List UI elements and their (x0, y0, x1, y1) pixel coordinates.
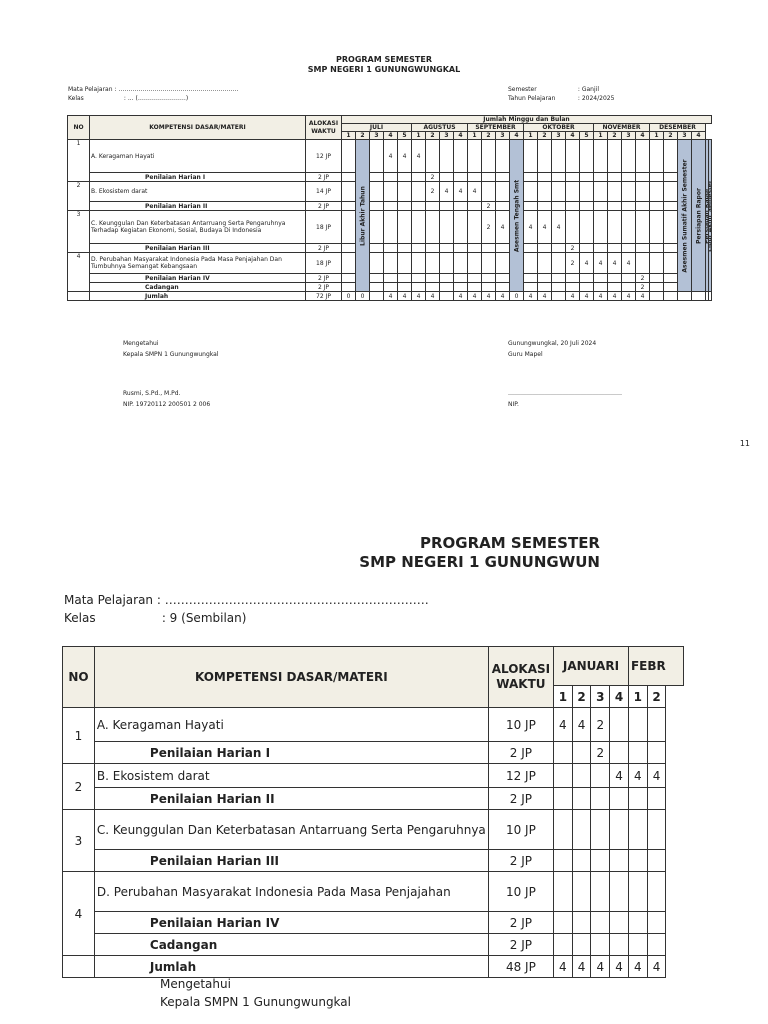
p2-row-number: 3 (63, 810, 95, 872)
page2-title-line2: SMP NEGERI 1 GUNUNGWUN (359, 553, 600, 571)
week-cell: 0 (342, 292, 356, 301)
week-cell: 2 (566, 253, 580, 274)
week-cell: 4 (412, 292, 426, 301)
p2-week-cell: 4 (554, 708, 573, 742)
p2-week-cell (572, 934, 591, 956)
p2-week-cell (572, 850, 591, 872)
materi-cell: A. Keragaman Hayati (90, 140, 306, 173)
p2-week-cell (628, 934, 647, 956)
row-number: 1 (68, 140, 90, 182)
week-cell: 2 (566, 244, 580, 253)
p2-table-row (63, 934, 684, 956)
week-cell: 4 (552, 211, 566, 244)
week-cell: 4 (468, 182, 482, 202)
col-no-header: NO (68, 116, 90, 140)
p2-materi-cell: A. Keragaman Hayati (94, 708, 488, 742)
p2-week-cell (554, 872, 573, 912)
p2-week-cell (610, 850, 629, 872)
week-header: 3 (496, 132, 510, 140)
materi-cell: Penilaian Harian I (90, 173, 306, 182)
materi-cell: D. Perubahan Masyarakat Indonesia Pada Masa Penjajahan Dan Tumbuhnya Semangat Kebangsaan (90, 253, 306, 274)
p2-week-cell (647, 810, 666, 850)
week-cell (692, 292, 706, 301)
p2-row-filler (666, 764, 684, 788)
p2-week-cell (591, 810, 610, 850)
p2-week-cell (647, 912, 666, 934)
p2-week-filler (666, 686, 684, 708)
week-header: 1 (650, 132, 664, 140)
p2-week-cell (554, 810, 573, 850)
week-cell: 4 (594, 292, 608, 301)
week-cell: 4 (468, 292, 482, 301)
week-header: 1 (594, 132, 608, 140)
week-cell: 4 (384, 140, 398, 173)
p2-week-cell (591, 934, 610, 956)
p2-materi-cell: Penilaian Harian II (94, 788, 488, 810)
week-cell: 0 (356, 292, 370, 301)
p2-week-cell (647, 708, 666, 742)
p2-week-cell (554, 850, 573, 872)
p2-table-row (63, 872, 684, 912)
p2-alokasi-cell: 10 JP (488, 810, 553, 850)
vertical-label: Asesmen Tengah Smt (513, 179, 520, 252)
p2-mapel-value: ………………………………………………………… (164, 593, 429, 607)
p2-materi-cell: D. Perubahan Masyarakat Indonesia Pada Masa Penjajahan (94, 872, 488, 912)
p2-week-cell (610, 742, 629, 764)
week-header: 5 (398, 132, 412, 140)
materi-cell: B. Ekosistem darat (90, 182, 306, 202)
p2-row-filler (666, 810, 684, 850)
week-cell: 4 (524, 292, 538, 301)
p2-week-cell (554, 764, 573, 788)
week-header: 3 (440, 132, 454, 140)
p2-row-filler (666, 708, 684, 742)
p2-week-header: 1 (628, 686, 647, 708)
vertical-label: Persiapan Rapor (695, 187, 702, 244)
p2-week-cell (591, 788, 610, 810)
p2-alokasi-cell: 2 JP (488, 788, 553, 810)
p2-week-cell (628, 708, 647, 742)
p2-week-cell: 4 (554, 956, 573, 978)
p2-week-cell (647, 850, 666, 872)
p2-week-cell: 4 (610, 956, 629, 978)
p2-week-cell (610, 708, 629, 742)
row-number: 3 (68, 211, 90, 253)
month-header: DESEMBER (650, 124, 706, 132)
p2-week-cell: 4 (591, 956, 610, 978)
p2-alokasi-cell: 2 JP (488, 912, 553, 934)
week-cell: 4 (580, 292, 594, 301)
p2-sig-1: Mengetahui (160, 977, 231, 991)
p2-week-cell (554, 742, 573, 764)
p2-col-no-header: NO (63, 647, 95, 708)
week-cell: 4 (608, 253, 622, 274)
week-header: 4 (454, 132, 468, 140)
p2-week-cell (628, 788, 647, 810)
p2-week-cell: 4 (628, 764, 647, 788)
p1-semester-value: : Ganjil (577, 86, 599, 93)
p2-alokasi-cell: 12 JP (488, 764, 553, 788)
p2-materi-cell: Penilaian Harian I (94, 742, 488, 764)
p2-kelas (64, 609, 246, 627)
p2-week-cell (572, 810, 591, 850)
week-cell: 4 (580, 253, 594, 274)
p2-week-cell (554, 788, 573, 810)
p2-week-cell (647, 934, 666, 956)
week-header: 1 (342, 132, 356, 140)
week-header: 2 (426, 132, 440, 140)
p2-week-cell (572, 872, 591, 912)
p2-week-cell: 4 (572, 956, 591, 978)
week-cell: 4 (622, 253, 636, 274)
p2-week-cell (647, 742, 666, 764)
materi-cell: Penilaian Harian IV (90, 274, 306, 283)
week-header: 4 (384, 132, 398, 140)
week-cell: 2 (482, 211, 496, 244)
p2-materi-cell: Jumlah (94, 956, 488, 978)
week-cell: 4 (608, 292, 622, 301)
week-cell: 2 (426, 173, 440, 182)
p2-kelas-value: : 9 (Sembilan) (161, 611, 247, 625)
week-header: 1 (468, 132, 482, 140)
p2-alokasi-line1: ALOKASI (491, 662, 551, 676)
p2-table-row (63, 912, 684, 934)
p2-week-cell (591, 872, 610, 912)
week-cell: 4 (538, 211, 552, 244)
materi-cell: Penilaian Harian III (90, 244, 306, 253)
week-cell: 4 (384, 292, 398, 301)
week-header: 1 (524, 132, 538, 140)
p2-week-cell (610, 810, 629, 850)
week-cell: 4 (482, 292, 496, 301)
p2-materi-cell: Penilaian Harian IV (94, 912, 488, 934)
p2-table-row (63, 788, 684, 810)
p2-week-cell: 4 (647, 956, 666, 978)
page1-title-line1: PROGRAM SEMESTER (336, 55, 432, 64)
materi-cell: Jumlah (90, 292, 306, 301)
p2-week-cell (591, 850, 610, 872)
p2-week-cell: 2 (591, 742, 610, 764)
p1-sig-right-name: ………………………………………………… (508, 390, 622, 397)
p1-tahun-label: Tahun Pelajaran (508, 95, 556, 102)
materi-cell: Cadangan (90, 283, 306, 292)
week-header: 2 (664, 132, 678, 140)
alokasi-cell: 14 JP (306, 182, 342, 202)
p1-semester-label: Semester (508, 86, 537, 93)
vertical-label: Libur Akhir Tahun (359, 185, 366, 246)
week-cell: 4 (594, 253, 608, 274)
week-cell: 4 (496, 292, 510, 301)
p2-alokasi-cell: 2 JP (488, 934, 553, 956)
p2-table-row (63, 956, 684, 978)
p1-sig-left-2: Kepala SMPN 1 Gunungwungkal (123, 351, 219, 358)
col-alokasi-header: ALOKASI WAKTU (306, 116, 342, 140)
p2-week-cell: 2 (591, 708, 610, 742)
alokasi-cell: 72 JP (306, 292, 342, 301)
month-header: AGUSTUS (412, 124, 468, 132)
week-cell: 4 (524, 211, 538, 244)
week-cell: 4 (426, 292, 440, 301)
p2-week-cell (610, 912, 629, 934)
p2-week-header: 2 (572, 686, 591, 708)
week-cell: 4 (398, 292, 412, 301)
vertical-label: Persiapan Rapor (705, 187, 709, 244)
p2-mata-pelajaran (64, 591, 429, 609)
p2-row-filler (666, 788, 684, 810)
p2-week-cell (572, 764, 591, 788)
p2-alokasi-cell: 48 JP (488, 956, 553, 978)
col-kompetensi-header: KOMPETENSI DASAR/MATERI (90, 116, 306, 140)
alokasi-cell: 2 JP (306, 202, 342, 211)
week-cell: 4 (496, 211, 510, 244)
p2-row-filler (666, 934, 684, 956)
p1-kelas-value: : ... (……………………) (123, 95, 189, 102)
p2-col-alokasi-header (488, 647, 553, 708)
p2-week-cell (610, 788, 629, 810)
p1-sig-right-1: Gunungwungkal, 20 Juli 2024 (508, 340, 597, 347)
p2-materi-cell: B. Ekosistem darat (94, 764, 488, 788)
p2-month-februari: FEBR (628, 647, 683, 686)
materi-cell: C. Keunggulan Dan Keterbatasan Antarruang Serta Pengaruhnya Terhadap Kegiatan Ekonomi, Sosial, Budaya Di Indonesia (90, 211, 306, 244)
p2-row-number (63, 956, 95, 978)
vertical-label: Asesmen Sumatif Akhir Semester (681, 158, 688, 273)
p2-week-cell (647, 788, 666, 810)
page2-program-table (62, 646, 684, 978)
alokasi-cell: 2 JP (306, 274, 342, 283)
p2-week-cell (628, 810, 647, 850)
p1-sig-left-nip: NIP. 19720112 200501 2 006 (123, 401, 211, 408)
p2-row-filler (666, 742, 684, 764)
week-cell: 2 (636, 274, 650, 283)
p2-row-number: 4 (63, 872, 95, 956)
p1-mapel-label: Mata Pelajaran : (68, 86, 117, 93)
p2-week-cell (610, 872, 629, 912)
vertical-label-cell (692, 140, 706, 292)
p2-table-row (63, 764, 684, 788)
p2-table-row (63, 708, 684, 742)
month-header: OKTOBER (524, 124, 594, 132)
p2-table-row (63, 810, 684, 850)
alokasi-cell: 2 JP (306, 244, 342, 253)
p1-sig-left-name: Rusmi, S.Pd., M.Pd. (123, 390, 181, 397)
week-header: 4 (636, 132, 650, 140)
p2-week-header: 3 (591, 686, 610, 708)
p1-sig-right-2: Guru Mapel (508, 351, 543, 358)
week-cell: 4 (398, 140, 412, 173)
p2-materi-cell: Penilaian Harian III (94, 850, 488, 872)
week-cell: 0 (510, 292, 524, 301)
p1-sig-right-nip: NIP. (508, 401, 519, 408)
p2-week-cell (554, 934, 573, 956)
row-number: 2 (68, 182, 90, 211)
p2-row-number: 1 (63, 708, 95, 764)
p2-alokasi-cell: 10 JP (488, 872, 553, 912)
p2-week-cell (628, 850, 647, 872)
p2-col-kompetensi-header: KOMPETENSI DASAR/MATERI (94, 647, 488, 708)
page-number: 11 (739, 439, 750, 448)
alokasi-cell: 18 JP (306, 211, 342, 244)
week-header: 2 (482, 132, 496, 140)
week-header: 2 (538, 132, 552, 140)
alokasi-cell: 2 JP (306, 283, 342, 292)
materi-cell: Penilaian Harian II (90, 202, 306, 211)
row-number: 4 (68, 253, 90, 292)
p2-week-cell (554, 912, 573, 934)
p2-week-cell (591, 764, 610, 788)
p2-materi-cell: Cadangan (94, 934, 488, 956)
p2-alokasi-cell: 2 JP (488, 742, 553, 764)
p1-tahun-value: : 2024/2025 (577, 95, 615, 102)
p2-week-cell: 4 (610, 764, 629, 788)
month-header: NOVEMBER (594, 124, 650, 132)
p2-week-cell (591, 912, 610, 934)
p2-week-header: 2 (647, 686, 666, 708)
p2-alokasi-cell: 2 JP (488, 850, 553, 872)
week-header: 5 (580, 132, 594, 140)
week-cell: 4 (454, 182, 468, 202)
week-cell: 4 (412, 140, 426, 173)
p2-week-cell (572, 788, 591, 810)
p2-alokasi-line2: WAKTU (496, 677, 546, 691)
p2-materi-cell: C. Keunggulan Dan Keterbatasan Antarruang Serta Pengaruhnya (94, 810, 488, 850)
week-header: 3 (370, 132, 384, 140)
p1-mapel-value: …………………………………………………… (118, 86, 239, 93)
vertical-label-cell (709, 140, 712, 292)
week-cell: 2 (482, 202, 496, 211)
p2-week-header: 4 (610, 686, 629, 708)
p2-week-cell (572, 742, 591, 764)
p2-table-row (63, 742, 684, 764)
week-header: 2 (608, 132, 622, 140)
p2-week-cell (647, 872, 666, 912)
page1-title-line2: SMP NEGERI 1 GUNUNGWUNGKAL (307, 65, 461, 74)
week-header: 4 (510, 132, 524, 140)
p1-kelas-label: Kelas (68, 95, 84, 102)
week-cell: 4 (566, 292, 580, 301)
p2-alokasi-cell: 10 JP (488, 708, 553, 742)
p2-sig-2: Kepala SMPN 1 Gunungwungkal (160, 995, 351, 1009)
vertical-label: Libur Akhir Semester (708, 179, 712, 252)
week-cell: 4 (454, 292, 468, 301)
week-header: 4 (566, 132, 580, 140)
p2-mapel-label: Mata Pelajaran : (64, 593, 161, 607)
week-header: 2 (356, 132, 370, 140)
p2-week-cell: 4 (628, 956, 647, 978)
week-cell (709, 292, 712, 301)
p2-kelas-label: Kelas (64, 611, 96, 625)
week-header: 3 (552, 132, 566, 140)
week-header: 3 (622, 132, 636, 140)
week-cell: 4 (622, 292, 636, 301)
p2-week-cell (572, 912, 591, 934)
month-header: JULI (342, 124, 412, 132)
week-header: 1 (412, 132, 426, 140)
page2-title-line1: PROGRAM SEMESTER (420, 534, 600, 552)
p2-week-header: 1 (554, 686, 573, 708)
week-header: 4 (692, 132, 706, 140)
p2-row-filler (666, 912, 684, 934)
p2-week-cell (628, 872, 647, 912)
p2-week-cell (628, 742, 647, 764)
alokasi-cell: 2 JP (306, 173, 342, 182)
p2-week-cell (628, 912, 647, 934)
p2-row-filler (666, 850, 684, 872)
week-cell: 2 (636, 283, 650, 292)
p2-row-number: 2 (63, 764, 95, 810)
week-cell: 4 (538, 292, 552, 301)
alokasi-cell: 12 JP (306, 140, 342, 173)
alokasi-cell: 18 JP (306, 253, 342, 274)
month-header: SEPTEMBER (468, 124, 524, 132)
p2-week-cell: 4 (572, 708, 591, 742)
week-header: 3 (678, 132, 692, 140)
p2-table-row (63, 850, 684, 872)
p2-week-cell: 4 (647, 764, 666, 788)
p2-row-filler (666, 956, 684, 978)
p2-month-januari: JANUARI (554, 647, 629, 686)
p1-sig-left-1: Mengetahui (123, 340, 159, 347)
p2-week-cell (610, 934, 629, 956)
p2-row-filler (666, 872, 684, 912)
week-cell: 4 (636, 292, 650, 301)
week-cell: 4 (440, 182, 454, 202)
week-cell: 2 (426, 182, 440, 202)
jumlah-minggu-header: Jumlah Minggu dan Bulan (342, 116, 712, 124)
